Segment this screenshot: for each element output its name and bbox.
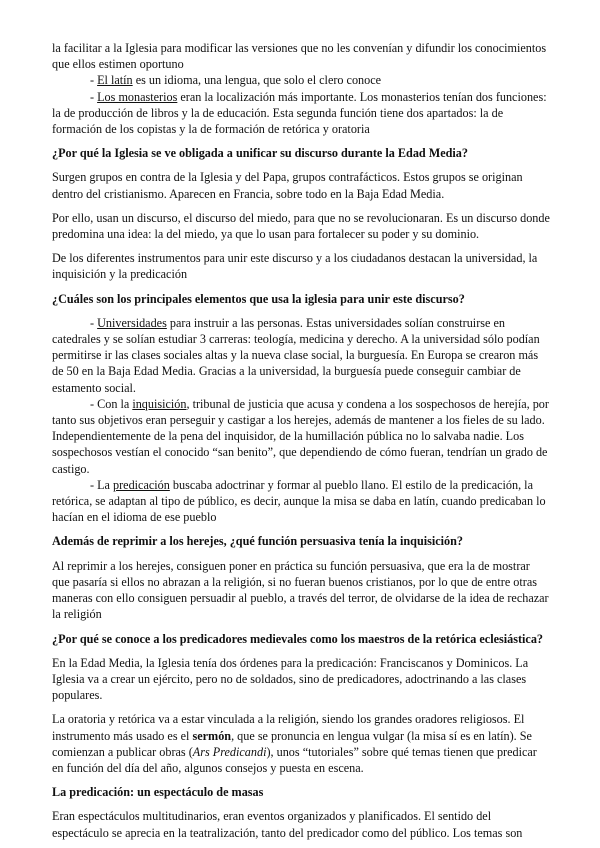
section1-paragraph-1: Surgen grupos en contra de la Iglesia y del Papa, grupos contrafácticos. Estos grupos se originan dentro del cristianismo. Aparecen en Francia, sobre todo en la Baja Edad Media.	[52, 170, 523, 201]
predicacion-bullet	[52, 477, 550, 526]
universidades-bullet: - Universidades para instruir a las personas. Estas universidades solían construirse en catedrales y se solían estudiar 3 carreras: teología, medicina y derecho. A la universidad sólo podían permitirse ir las clases sociales altas y la nueva clase social, la burguesía. En Europa se crearon más de 50 en la Baja Edad Media. Gracias a la universidad, la burguesía puede conseguir cambiar de estamento social.	[52, 315, 540, 395]
section4-paragraph-2	[52, 711, 550, 776]
intro-paragraph: la facilitar a la Iglesia para modificar las versiones que no les convenían y difundir los conocimientos que ellos estimen oportuno	[52, 41, 547, 72]
latin-text: es un idioma, una lengua, que solo el clero conoce	[132, 73, 382, 88]
section1-paragraph-2: Por ello, usan un discurso, el discurso del miedo, para que no se revolucionaran. Es un discurso donde predomina una idea: la del miedo, ya que lo usan para fortalecer su poder y su dominio.	[52, 210, 550, 242]
section5-heading: La predicación: un espectáculo de masas	[52, 785, 264, 800]
section3-paragraph-1: Al reprimir a los herejes, consiguen poner en práctica su función persuasiva, que era la de mostrar que pasaría si ellos no abrazan a la religión, si no fueran buenos cristianos, por lo que de entre otras maneras con ello consiguen persuadir al pueblo, a través del terror, de olvidarse de la idea de rechazar la religión	[52, 558, 549, 622]
universidades-text: para instruir a las personas. Estas universidades solían construirse en catedrales y se solían estudiar 3 carreras: teología, medicina y derecho. A la universidad sólo podían permitirse ir las clases sociales altas y la nueva clase social, la burguesía. En Europa se crearon más de 50 en la Baja Edad Media. Gracias a la universidad, la burguesía puede conseguir cambiar de estamento social.	[52, 315, 540, 395]
latin-bullet: - El latín es un idioma, una lengua, que solo el clero conoce	[90, 73, 382, 88]
inquisicion-text: , tribunal de justicia que acusa y condena a los sospechosos de herejía, por tanto sus objetivos eran perseguir y castigar a los herejes, además de mantener a los fieles de su lado. Independientemente de la pena del inquisidor, de la humillación pública no lo salvaba nadie. Los sospechosos vestían el conocido “san benito”, que dependiendo de cómo fueran, tendrían un grado de castigo.	[52, 396, 549, 476]
inquisicion-term: inquisición	[132, 396, 187, 411]
monasterios-text: eran la localización más importante. Los monasterios tenían dos funciones: la de producción de libros y la de educación. Esta segunda función tiene dos apartados: la de formación de los copistas y la de formación de retórica y oratoria	[52, 89, 547, 137]
universidades-term: Universidades	[97, 315, 167, 330]
section1-heading: ¿Por qué la Iglesia se ve obligada a unificar su discurso durante la Edad Media?	[52, 146, 468, 161]
section5-paragraph-1: Eran espectáculos multitudinarios, eran eventos organizados y planificados. El sentido del espectáculo se aprecia en la teatralización, tanto del predicador como del público. Los temas son	[52, 809, 523, 840]
inquisicion-bullet	[52, 396, 550, 477]
section4-p2-text-a: La oratoria y retórica va a estar vinculada a la religión, siendo los grandes oradores religiosos. El instrumento más usado es el	[52, 712, 525, 743]
section4-p2-text-c: ), unos “tutoriales” sobre qué temas tienen que predicar en función del día del año, algunos consejos y puesta en escena.	[52, 744, 537, 775]
section3-heading: Además de reprimir a los herejes, ¿qué función persuasiva tenía la inquisición?	[52, 534, 464, 549]
latin-term: El latín	[97, 73, 133, 88]
monasterios-bullet: - Los monasterios eran la localización más importante. Los monasterios tenían dos funciones: la de producción de libros y la de educación. Esta segunda función tiene dos apartados: la de formación de los copistas y la de formación de retórica y oratoria	[52, 89, 547, 137]
inquisicion-prefix: - Con la	[90, 396, 133, 411]
section4-p2-text-b: , que se pronuncia en lengua vulgar (la misa sí es en latín). Se comienzan a publicar obras (	[52, 728, 532, 759]
predicacion-text: buscaba adoctrinar y formar al pueblo llano. El estilo de la predicación, la retórica, se adaptan al tipo de público, es decir, aunque la misa se daba en latín, cuando predicaban lo hacían en el idioma de ese pueblo	[52, 477, 546, 525]
document-page	[52, 40, 550, 841]
predicacion-prefix: - La	[90, 477, 114, 492]
section4-paragraph-1: En la Edad Media, la Iglesia tenía dos órdenes para la predicación: Franciscanos y Dominicos. La Iglesia va a crear un ejército, pero no de soldados, sino de predicadores, adoctrinando a las clases populares.	[52, 655, 529, 703]
ars-predicandi-title: Ars Predicandi	[192, 744, 267, 759]
predicacion-term: predicación	[113, 477, 170, 492]
section4-heading: ¿Por qué se conoce a los predicadores medievales como los maestros de la retórica eclesiástica?	[52, 631, 544, 646]
monasterios-term: Los monasterios	[97, 89, 178, 104]
sermon-term: sermón	[192, 728, 232, 743]
section2-heading: ¿Cuáles son los principales elementos que usa la iglesia para unir este discurso?	[52, 291, 465, 306]
section1-paragraph-3: De los diferentes instrumentos para unir este discurso y a los ciudadanos destacan la universidad, la inquisición y la predicación	[52, 251, 538, 282]
